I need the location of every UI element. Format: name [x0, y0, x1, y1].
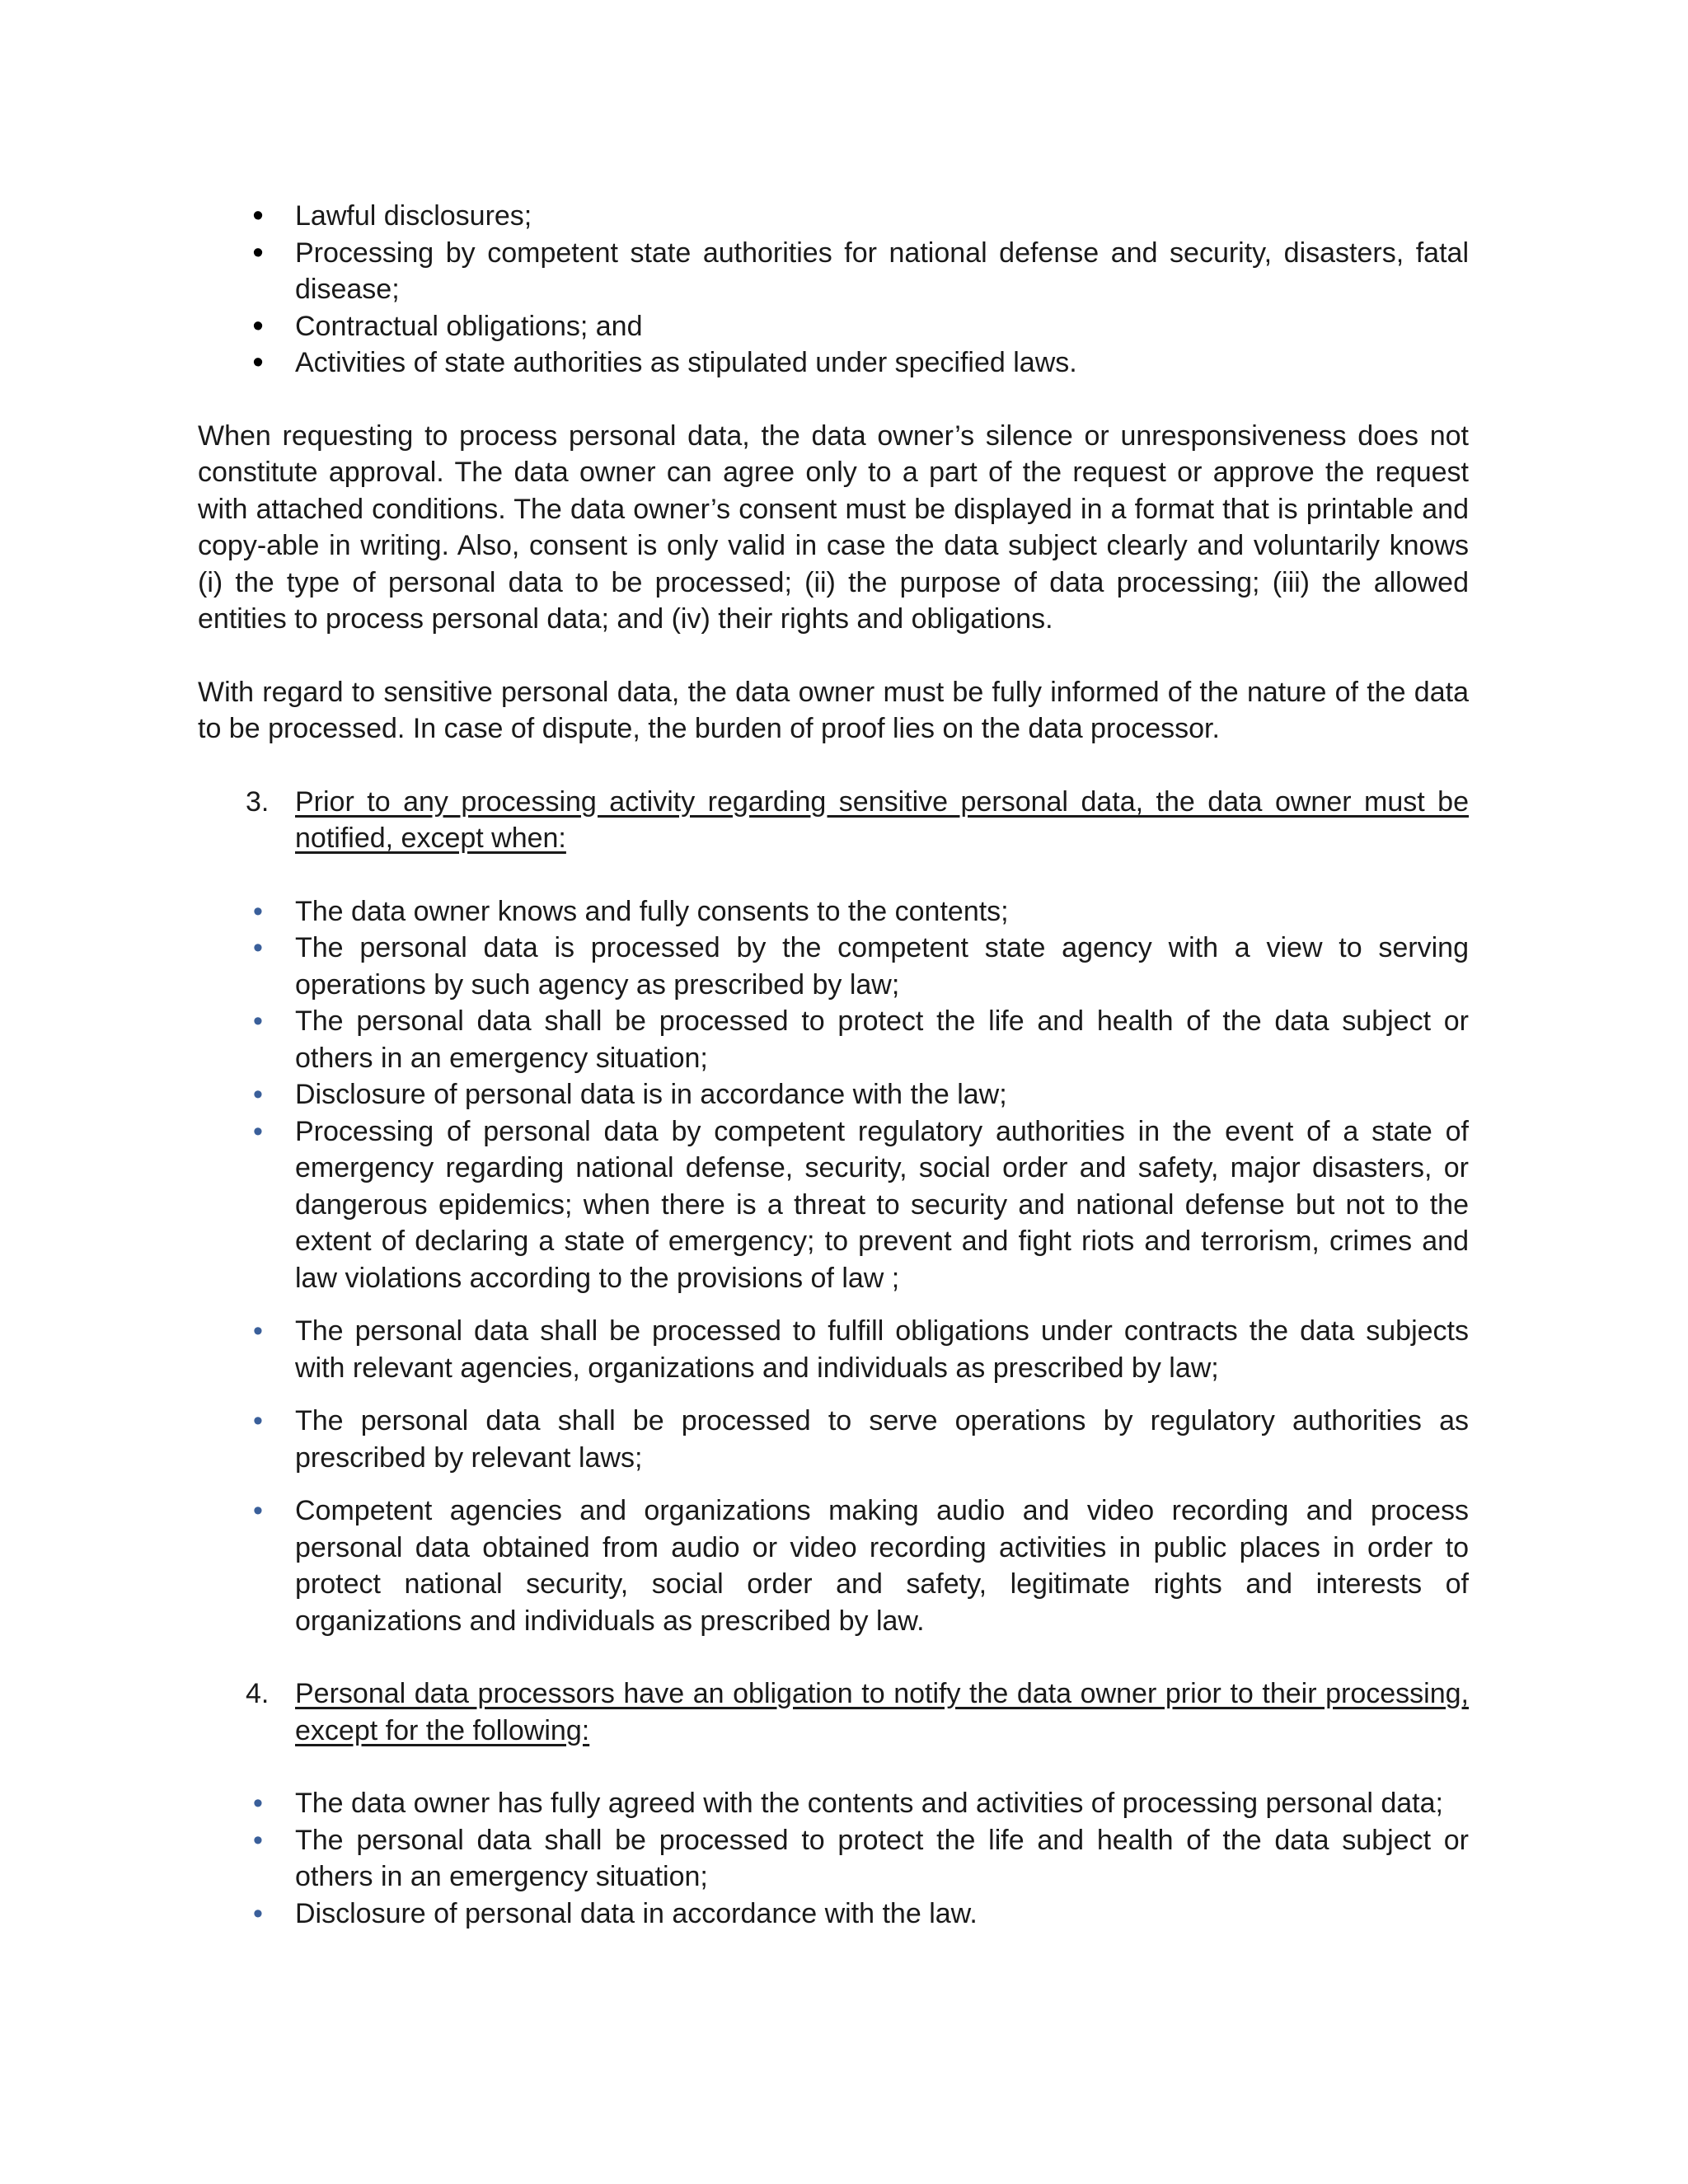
bullet-icon: • [252, 308, 264, 344]
bullet-icon: • [252, 235, 264, 270]
bullet-icon: • [253, 1079, 263, 1110]
list-item: • Contractual obligations; and [198, 308, 1469, 345]
bullet-icon: • [252, 199, 264, 233]
list-item: • Lawful disclosures; [198, 198, 1469, 235]
list-item: • The personal data shall be processed to protect the life and health of the data subject or others in an emergency situation; [198, 1003, 1469, 1076]
bullet-list-exceptions [198, 198, 1469, 382]
section-3-heading: 3. Prior to any processing activity regarding sensitive personal data, the data owner must be notified, except when: [198, 784, 1469, 857]
paragraph-sensitive-data: With regard to sensitive personal data, the data owner must be fully informed of the nature of the data to be processed. In case of dispute, the burden of proof lies on the data processor. [198, 676, 1469, 744]
list-item: • The personal data shall be processed to fulfill obligations under contracts the data subjects with relevant agencies, organizations and individuals as prescribed by law; [198, 1313, 1469, 1386]
list-item: • The personal data shall be processed to serve operations by regulatory authorities as prescribed by relevant laws; [198, 1403, 1469, 1476]
list-item: • Processing of personal data by competent regulatory authorities in the event of a state of emergency regarding national defense, security, social order and safety, major disasters, or dangerous epidemics; when there is a threat to security and national defense but not to the extent of declaring a state of emergency; to prevent and fight riots and terrorism, crimes and law violations according to the provisions of law ; [198, 1113, 1469, 1297]
list-item: • The data owner has fully agreed with the contents and activities of processing personal data; [198, 1785, 1469, 1822]
section-3 [198, 784, 1469, 857]
list-item: • Competent agencies and organizations making audio and video recording and process personal data obtained from audio or video recording activities in public places in order to protect national security, social order and safety, legitimate rights and interests of organizations and individuals as prescribed by law. [198, 1493, 1469, 1639]
list-item: • Disclosure of personal data is in accordance with the law; [198, 1076, 1469, 1113]
list-item: • Processing by competent state authorities for national defense and security, disasters, fatal disease; [198, 235, 1469, 308]
bullet-icon: • [253, 1115, 263, 1147]
section-4-heading: 4. Personal data processors have an obligation to notify the data owner prior to their processing, except for the following: [198, 1675, 1469, 1749]
list-item: • The data owner knows and fully consents to the contents; [198, 893, 1469, 930]
bullet-icon: • [253, 1405, 263, 1436]
bullet-icon: • [253, 1005, 263, 1037]
bullet-list-section-3 [198, 893, 1469, 1640]
list-item: • Disclosure of personal data in accordance with the law. [198, 1896, 1469, 1933]
list-item: • The personal data is processed by the competent state agency with a view to serving operations by such agency as prescribed by law; [198, 930, 1469, 1003]
bullet-icon: • [253, 1495, 263, 1526]
bullet-icon: • [252, 345, 264, 380]
list-item: • Activities of state authorities as stipulated under specified laws. [198, 344, 1469, 382]
section-4 [198, 1675, 1469, 1749]
section-number: 4. [246, 1678, 270, 1709]
bullet-list-section-4 [198, 1785, 1469, 1932]
bullet-icon: • [253, 895, 263, 927]
list-item: • The personal data shall be processed to protect the life and health of the data subject or others in an emergency situation; [198, 1822, 1469, 1896]
bullet-icon: • [253, 932, 263, 963]
document-body [198, 198, 1469, 1932]
bullet-icon: • [253, 1824, 263, 1856]
section-number: 3. [246, 785, 270, 818]
bullet-icon: • [253, 1788, 263, 1819]
bullet-icon: • [253, 1315, 263, 1347]
paragraph-consent: When requesting to process personal data, the data owner’s silence or unresponsiveness does not constitute approval. The data owner can agree only to a part of the request or approve the request with attached conditions. The data owner’s consent must be displayed in a format that is printable and copy-able in writing. Also, consent is only valid in case the data subject clearly and voluntarily knows (i) the type of personal data to be processed; (ii) the purpose of data processing; (iii) the allowed entities to process personal data; and (iv) their rights and obligations. [198, 419, 1469, 635]
bullet-icon: • [253, 1897, 263, 1929]
